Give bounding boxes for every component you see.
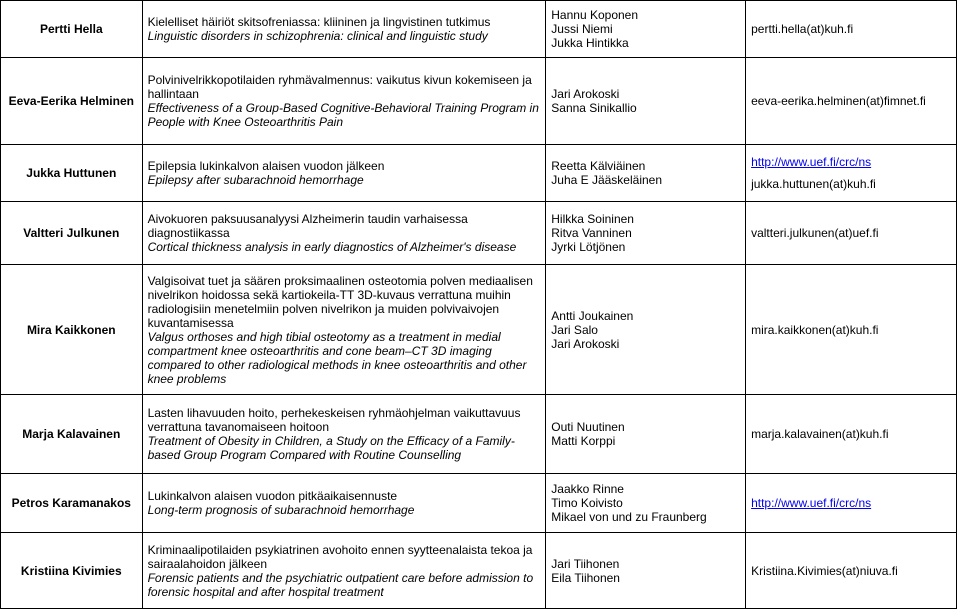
supervisors <box>546 145 746 202</box>
table-row <box>1 474 957 533</box>
thesis-title <box>142 395 546 474</box>
thesis-title <box>142 202 546 265</box>
supervisor: Matti Korppi <box>551 434 616 448</box>
thesis-title <box>142 474 546 533</box>
student-name: Petros Karamanakos <box>1 474 143 533</box>
contact-link[interactable]: http://www.uef.fi/crc/ns <box>751 155 872 169</box>
contact-email: mira.kaikkonen(at)kuh.fi <box>751 322 879 337</box>
title-english: Long-term prognosis of subarachnoid hemorrhage <box>147 503 415 517</box>
table-row <box>1 395 957 474</box>
contact <box>746 474 957 533</box>
student-name: Marja Kalavainen <box>1 395 143 474</box>
spacer <box>751 169 951 177</box>
thesis-title <box>142 145 546 202</box>
title-english: Effectiveness of a Group-Based Cognitive-Behavioral Training Program in People with Knee Osteoarthritis Pain <box>147 101 539 129</box>
student-name: Mira Kaikkonen <box>1 265 143 395</box>
supervisors <box>546 474 746 533</box>
supervisor: Timo Koivisto <box>551 496 623 510</box>
table-row <box>1 533 957 609</box>
title-english: Valgus orthoses and high tibial osteotomy as a treatment in medial compartment knee osteoarthritis and cone beam–CT 3D imaging compared to other radiological methods in knee osteoarthritis and other knee problems <box>147 329 527 386</box>
supervisor: Hannu Koponen <box>551 8 639 22</box>
contact-email: pertti.hella(at)kuh.fi <box>751 22 854 36</box>
student-name: Jukka Huttunen <box>1 145 143 202</box>
supervisor: Jukka Hintikka <box>551 36 629 50</box>
title-finnish: Lasten lihavuuden hoito, perhekeskeisen ryhmäohjelman vaikuttavuus verrattuna tavanomaiseen hoitoon <box>147 406 521 434</box>
contact <box>746 202 957 265</box>
supervisor: Jari Tiihonen <box>551 556 620 571</box>
supervisor: Sanna Sinikallio <box>551 101 637 115</box>
thesis-title <box>142 265 546 395</box>
contact-email: Kristiina.Kivimies(at)niuva.fi <box>751 563 898 578</box>
contact <box>746 58 957 145</box>
contact <box>746 265 957 395</box>
contact-email: valtteri.julkunen(at)uef.fi <box>751 226 879 240</box>
supervisor: Antti Joukainen <box>551 308 634 323</box>
supervisor: Jussi Niemi <box>551 22 613 36</box>
table-row <box>1 1 957 58</box>
supervisor: Ritva Vanninen <box>551 226 632 240</box>
contact <box>746 145 957 202</box>
table-row <box>1 145 957 202</box>
supervisor: Hilkka Soininen <box>551 212 634 226</box>
title-english: Treatment of Obesity in Children, a Study on the Efficacy of a Family-based Group Program Compared with Routine Counselling <box>147 434 515 462</box>
supervisors <box>546 265 746 395</box>
supervisors <box>546 1 746 58</box>
contact-email: marja.kalavainen(at)kuh.fi <box>751 427 889 441</box>
title-english: Cortical thickness analysis in early diagnostics of Alzheimer's disease <box>147 240 517 254</box>
supervisor: Jyrki Lötjönen <box>551 240 626 254</box>
title-finnish: Kriminaalipotilaiden psykiatrinen avohoito ennen syytteenalaista tekoa ja sairaalahoidon jälkeen <box>147 542 533 571</box>
title-finnish: Kielelliset häiriöt skitsofreniassa: kliininen ja lingvistinen tutkimus <box>147 15 491 29</box>
supervisor: Jari Arokoski <box>551 336 620 351</box>
supervisor: Juha E Jääskeläinen <box>551 173 663 187</box>
contact-email: eeva-eerika.helminen(at)fimnet.fi <box>751 94 926 108</box>
supervisors <box>546 58 746 145</box>
title-finnish: Aivokuoren paksuusanalyysi Alzheimerin taudin varhaisessa diagnostiikassa <box>147 212 468 240</box>
title-finnish: Polvinivelrikkopotilaiden ryhmävalmennus: vaikutus kivun kokemiseen ja hallintaan <box>147 73 532 101</box>
student-name: Valtteri Julkunen <box>1 202 143 265</box>
student-name: Eeva-Eerika Helminen <box>1 58 143 145</box>
supervisors <box>546 202 746 265</box>
title-finnish: Valgisoivat tuet ja säären proksimaalinen osteotomia polven mediaalisen nivelrikon hoidossa sekä kartiokeila-TT 3D-kuvaus verrattuna muihin radiologisiin menetelmiin polven nivelrikon ja muiden polvivaivojen kuvantamisessa <box>147 273 533 330</box>
supervisor: Jari Arokoski <box>551 87 620 101</box>
table-row <box>1 202 957 265</box>
supervisors <box>546 395 746 474</box>
table-row <box>1 265 957 395</box>
supervisor: Jari Salo <box>551 322 598 337</box>
table-row <box>1 58 957 145</box>
contact <box>746 395 957 474</box>
supervisor: Outi Nuutinen <box>551 420 625 434</box>
title-english: Epilepsy after subarachnoid hemorrhage <box>147 173 364 187</box>
supervisor: Eila Tiihonen <box>551 570 620 585</box>
supervisor: Mikael von und zu Fraunberg <box>551 510 707 524</box>
thesis-title <box>142 1 546 58</box>
contact-link[interactable]: http://www.uef.fi/crc/ns <box>751 496 872 510</box>
student-name: Kristiina Kivimies <box>1 533 143 609</box>
thesis-title <box>142 58 546 145</box>
student-name: Pertti Hella <box>1 1 143 58</box>
contact <box>746 1 957 58</box>
contact <box>746 533 957 609</box>
supervisor: Reetta Kälviäinen <box>551 159 646 173</box>
supervisors <box>546 533 746 609</box>
supervisor: Jaakko Rinne <box>551 482 624 496</box>
title-finnish: Lukinkalvon alaisen vuodon pitkäaikaisennuste <box>147 489 398 503</box>
title-english: Forensic patients and the psychiatric outpatient care before admission to forensic hospital and after hospital treatment <box>147 570 534 599</box>
thesis-title <box>142 533 546 609</box>
title-english: Linguistic disorders in schizophrenia: clinical and linguistic study <box>147 29 488 43</box>
title-finnish: Epilepsia lukinkalvon alaisen vuodon jälkeen <box>147 159 385 173</box>
contact-email: jukka.huttunen(at)kuh.fi <box>751 177 876 191</box>
